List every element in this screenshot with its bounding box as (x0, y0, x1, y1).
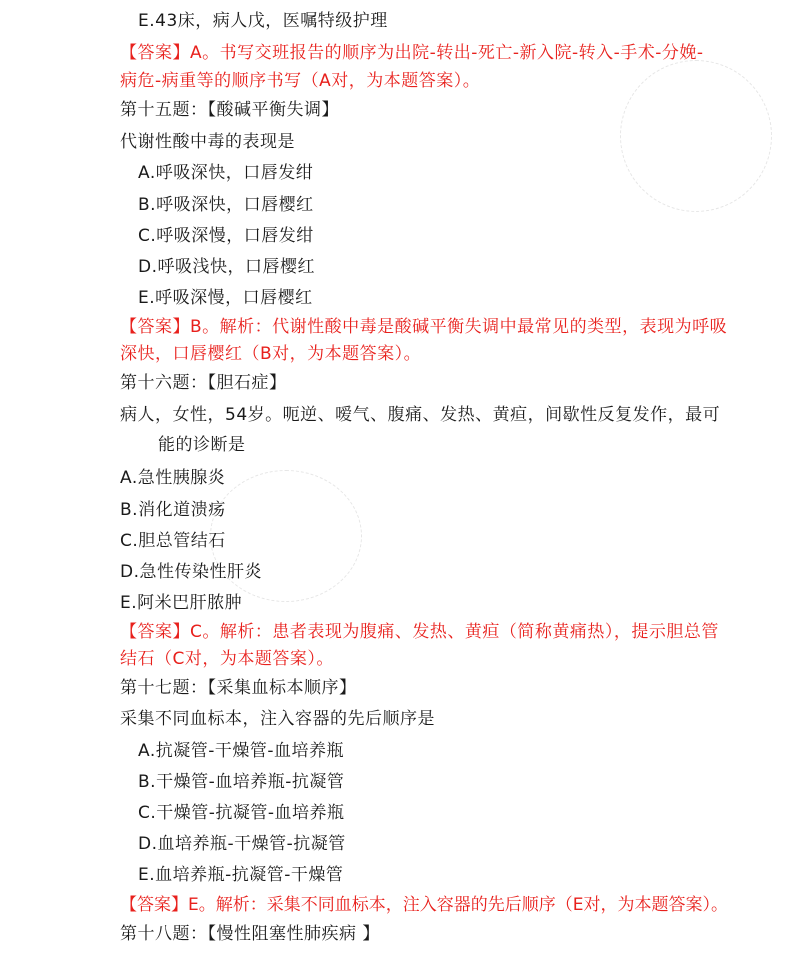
option-e: E.血培养瓶-抗凝管-干燥管 (138, 865, 344, 885)
option-e: E.呼吸深慢，口唇樱红 (138, 288, 313, 308)
option-d: D.急性传染性肝炎 (120, 562, 262, 582)
option-a: A.急性胰腺炎 (120, 468, 226, 488)
option-text: E.43床，病人戊，医嘱特级护理 (138, 11, 388, 31)
option-e: E.阿米巴肝脓肿 (120, 593, 243, 613)
answer-text: 【答案】B。解析：代谢性酸中毒是酸碱平衡失调中最常见的类型，表现为呼吸 (120, 317, 728, 337)
question-stem: 采集不同血标本，注入容器的先后顺序是 (120, 709, 435, 729)
question-title: 第十七题：【采集血标本顺序】 (120, 678, 357, 698)
question-stem: 病人，女性，54岁。呃逆、嗳气、腹痛、发热、黄疸，间歇性反复发作，最可 (120, 405, 721, 425)
answer-text: 病危-病重等的顺序书写（A对，为本题答案）。 (120, 71, 481, 91)
option-c: C.胆总管结石 (120, 531, 226, 551)
option-b: B.呼吸深快，口唇樱红 (138, 195, 314, 215)
option-c: C.呼吸深慢，口唇发绀 (138, 226, 314, 246)
question-title: 第十六题：【胆石症】 (120, 373, 287, 393)
option-c: C.干燥管-抗凝管-血培养瓶 (138, 803, 345, 823)
option-b: B.干燥管-血培养瓶-抗凝管 (138, 772, 345, 792)
answer-text: 【答案】C。解析：患者表现为腹痛、发热、黄疸（简称黄痛热），提示胆总管 (120, 622, 719, 642)
answer-text: 结石（C对，为本题答案）。 (120, 649, 334, 669)
answer-text: 【答案】A。书写交班报告的顺序为出院-转出-死亡-新入院-转入-手术-分娩- (120, 43, 704, 63)
answer-text: 【答案】E。解析：采集不同血标本，注入容器的先后顺序（E对，为本题答案）。 (120, 895, 728, 915)
question-title: 第十八题：【慢性阻塞性肺疾病 】 (120, 924, 380, 944)
question-stem: 代谢性酸中毒的表现是 (120, 132, 295, 152)
answer-text: 深快，口唇樱红（B对，为本题答案）。 (120, 344, 422, 364)
watermark-mark (620, 60, 772, 212)
question-stem: 能的诊断是 (158, 435, 246, 455)
option-b: B.消化道溃疡 (120, 500, 226, 520)
question-title: 第十五题：【酸碱平衡失调】 (120, 100, 339, 120)
option-d: D.呼吸浅快，口唇樱红 (138, 257, 315, 277)
option-a: A.抗凝管-干燥管-血培养瓶 (138, 741, 345, 761)
option-d: D.血培养瓶-干燥管-抗凝管 (138, 834, 346, 854)
option-a: A.呼吸深快，口唇发绀 (138, 163, 314, 183)
